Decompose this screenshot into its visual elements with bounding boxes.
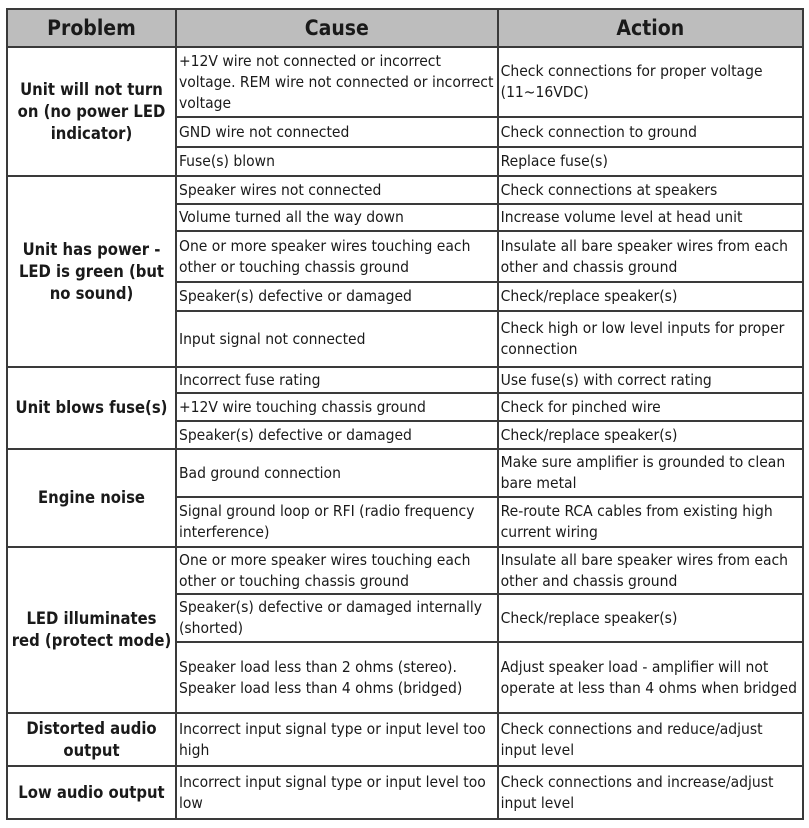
cause-cell: One or more speaker wires touching each other or touching chassis ground — [176, 547, 498, 594]
cause-cell: Input signal not connected — [176, 311, 498, 367]
cause-cell: GND wire not connected — [176, 117, 498, 147]
cause-cell: +12V wire touching chassis ground — [176, 393, 498, 421]
table-row — [7, 449, 803, 497]
header-cause: Cause — [176, 9, 498, 47]
header-action: Action — [498, 9, 803, 47]
problem-cell: Low audio output — [7, 766, 176, 819]
cause-cell: Speaker(s) defective or damaged internally (shorted) — [176, 594, 498, 642]
action-cell: Re-route RCA cables from existing high current wiring — [498, 497, 803, 547]
action-cell: Check/replace speaker(s) — [498, 421, 803, 449]
action-cell: Check connections at speakers — [498, 176, 803, 204]
problem-cell: Unit will not turn on (no power LED indicator) — [7, 47, 176, 176]
cause-cell: Incorrect input signal type or input level too low — [176, 766, 498, 819]
action-cell: Check for pinched wire — [498, 393, 803, 421]
action-cell: Check connections and increase/adjust input level — [498, 766, 803, 819]
problem-cell: LED illuminates red (protect mode) — [7, 547, 176, 713]
table-row — [7, 547, 803, 594]
action-cell: Replace fuse(s) — [498, 147, 803, 176]
problem-cell: Engine noise — [7, 449, 176, 547]
cause-cell: +12V wire not connected or incorrect voltage. REM wire not connected or incorrect voltage — [176, 47, 498, 117]
table-row — [7, 766, 803, 819]
cause-cell: Bad ground connection — [176, 449, 498, 497]
table-row — [7, 47, 803, 117]
action-cell: Increase volume level at head unit — [498, 204, 803, 231]
action-cell: Check connections for proper voltage (11~16VDC) — [498, 47, 803, 117]
action-cell: Check high or low level inputs for proper connection — [498, 311, 803, 367]
cause-cell: Incorrect fuse rating — [176, 367, 498, 393]
header-problem: Problem — [7, 9, 176, 47]
cause-cell: Signal ground loop or RFI (radio frequency interference) — [176, 497, 498, 547]
cause-cell: Speaker load less than 2 ohms (stereo). Speaker load less than 4 ohms (bridged) — [176, 642, 498, 713]
header-row — [7, 9, 803, 47]
cause-cell: One or more speaker wires touching each other or touching chassis ground — [176, 231, 498, 282]
cause-cell: Speaker wires not connected — [176, 176, 498, 204]
cause-cell: Speaker(s) defective or damaged — [176, 282, 498, 311]
troubleshooting-table — [6, 8, 804, 820]
action-cell: Check connections and reduce/adjust input level — [498, 713, 803, 766]
table-row — [7, 713, 803, 766]
cause-cell: Incorrect input signal type or input level too high — [176, 713, 498, 766]
action-cell: Check connection to ground — [498, 117, 803, 147]
action-cell: Check/replace speaker(s) — [498, 594, 803, 642]
action-cell: Insulate all bare speaker wires from each other and chassis ground — [498, 231, 803, 282]
troubleshooting-table-wrapper — [6, 8, 804, 820]
action-cell: Make sure amplifier is grounded to clean bare metal — [498, 449, 803, 497]
table-row — [7, 367, 803, 393]
action-cell: Adjust speaker load - amplifier will not operate at less than 4 ohms when bridged — [498, 642, 803, 713]
cause-cell: Fuse(s) blown — [176, 147, 498, 176]
action-cell: Use fuse(s) with correct rating — [498, 367, 803, 393]
action-cell: Check/replace speaker(s) — [498, 282, 803, 311]
cause-cell: Volume turned all the way down — [176, 204, 498, 231]
action-cell: Insulate all bare speaker wires from each other and chassis ground — [498, 547, 803, 594]
cause-cell: Speaker(s) defective or damaged — [176, 421, 498, 449]
problem-cell: Distorted audio output — [7, 713, 176, 766]
problem-cell: Unit has power - LED is green (but no sound) — [7, 176, 176, 367]
problem-cell: Unit blows fuse(s) — [7, 367, 176, 449]
table-row — [7, 176, 803, 204]
